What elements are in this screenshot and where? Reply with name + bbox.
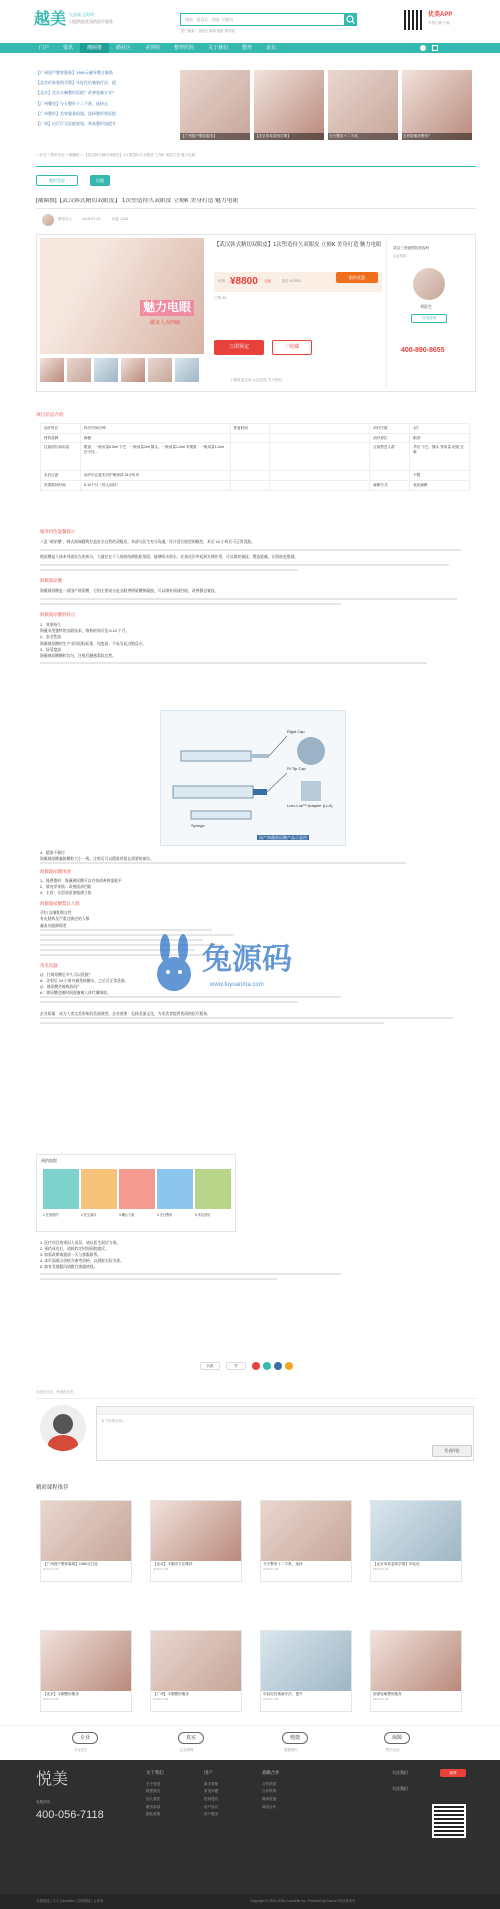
commenter-avatar[interactable]: [40, 1405, 86, 1451]
table-cell: 孕妇 下巴、额头 等用量 疤痕 过敏: [410, 443, 470, 471]
doctor-name: 刘医生: [420, 304, 432, 309]
footer-link[interactable]: 投诉建议: [204, 1797, 219, 1802]
search-icon: [344, 13, 357, 26]
thumbnail[interactable]: [121, 358, 145, 382]
faq-line: Q：玻尿酸会被吸收吗？: [40, 984, 81, 989]
list-item: 海薇玻尿酸颗粒均匀，注射后触感柔软自然。: [40, 653, 116, 658]
faq-line: A：玻尿酸会随时间逐渐被人体代谢吸收。: [40, 990, 111, 995]
hospital-name[interactable]: 武汉三甲级医院美容科: [393, 246, 429, 250]
message-icon[interactable]: [432, 45, 438, 51]
recommend-card[interactable]: [370, 1500, 462, 1582]
table-cell: 治疗部位: [370, 434, 410, 444]
search-input[interactable]: 搜索 · 提高后...搜索 关键词: [180, 13, 347, 26]
card-caption: 今天整形十二不准，选择: [263, 1562, 303, 1566]
notes: [40, 1240, 470, 1283]
card-caption: 面部轮廓整形服务: [373, 1692, 402, 1696]
like-button[interactable]: 赞: [226, 1362, 246, 1370]
thumbnail[interactable]: [67, 358, 91, 382]
news-card-image[interactable]: [180, 70, 250, 140]
hotline-label: 客服热线: [36, 1800, 51, 1804]
app-subtitle: 手机扫码下载: [428, 21, 450, 25]
news-card-caption: 【北京形象鉴别学策】: [254, 133, 324, 140]
table-cell: [370, 471, 410, 481]
text-line: [40, 662, 427, 664]
text-line: [40, 1001, 298, 1003]
sold-count: 已售 39: [214, 296, 227, 300]
footer-link[interactable]: 关于悦美: [146, 1781, 161, 1786]
card-image: [371, 1501, 461, 1561]
figure-label: Syringe: [191, 823, 205, 828]
table-cell: [231, 434, 271, 444]
card-date: 2016-07-29: [153, 1696, 169, 1701]
recommend-card[interactable]: [150, 1500, 242, 1582]
news-item[interactable]: 【广州】出行行全医院规划，带高整形加提升: [36, 120, 116, 126]
footer-link[interactable]: 新手帮助: [204, 1781, 219, 1786]
table-cell: [231, 481, 271, 491]
list-item: 2、填充苹果肌：改善面部凹陷: [40, 885, 92, 890]
flow-step-label: 2 医生面诊: [81, 1213, 97, 1217]
card-image: [41, 1631, 131, 1691]
slogan-2: 只提供最优质的医疗服务: [69, 19, 113, 24]
paragraph: 玻尿酸是人体本身就存在的成分，大量存在于人体的结缔组织里面，能够吸水锁水，在真皮层中起到支撑作用，可以填充皱纹、塑造轮廓，让肌肤更饱满。: [40, 555, 299, 560]
card-image: [41, 1501, 131, 1561]
thumbnail[interactable]: [94, 358, 118, 382]
footer-col-title: 关于我们: [146, 1770, 164, 1775]
flow-step-image: [157, 1169, 193, 1209]
table-cell: 每次约30分钟: [81, 424, 231, 434]
favorite-button[interactable]: [272, 340, 312, 355]
original-price: 原价 ¥12800: [282, 279, 302, 283]
table-cell: [270, 434, 370, 444]
submit-comment-button[interactable]: 发表评论: [432, 1445, 472, 1457]
list-item: 1、隆鼻塑形：海薇玻尿酸可以有效改善鼻梁低平: [40, 879, 122, 884]
flow-title: 预约流程: [41, 1158, 57, 1163]
ask-doctor-button[interactable]: 在线咨询: [411, 314, 447, 323]
nav-item-plastic[interactable]: 整形: [242, 45, 253, 51]
nav-item-about[interactable]: 关于我们: [208, 45, 229, 51]
card-image: [261, 1501, 351, 1561]
booking-flow: [36, 1154, 236, 1232]
note-line: 2. 预约成功后，请按约定时间到院就诊。: [40, 1247, 109, 1252]
nav-item-news[interactable]: 资讯: [63, 45, 74, 51]
table-cell: 表皮麻醉: [410, 481, 470, 491]
news-item[interactable]: 【北京形象鉴别学策】年轻化抗皱新疗法，提: [36, 80, 116, 86]
logo[interactable]: 越美: [34, 11, 67, 28]
news-item[interactable]: 【广州整形】美容服务机器，选择整形要医院: [36, 110, 116, 116]
note-line: 1. 医疗项目效果因人而异，请以医生面诊为准。: [40, 1241, 121, 1245]
qr-code-icon: [404, 10, 424, 30]
comment-toolbar: [97, 1407, 473, 1415]
nav-item-forum[interactable]: 论坛: [266, 45, 277, 51]
text-line: [40, 603, 341, 605]
badge-sub: 专业医生: [74, 1748, 88, 1752]
footer-col-partner: [262, 1770, 312, 1812]
flow-step-label: 4 支付费用: [157, 1213, 173, 1217]
tab-question[interactable]: 问题: [90, 175, 110, 186]
paragraph: 八直 "玻尿酸"，韩式高端精致打造安全自然的双眼皮。术前与医生充分沟通，设计适合脸型的眼型，术后 24 小时后可正常洗脸。: [40, 540, 256, 545]
divider: [0, 1725, 500, 1726]
comment-box[interactable]: [96, 1406, 474, 1461]
table-cell: [270, 481, 370, 491]
table-row: [41, 443, 470, 471]
card-image: [371, 1631, 461, 1691]
article-date: 2016-07-29: [82, 217, 101, 221]
table-cell: [270, 443, 370, 471]
qq-share-icon[interactable]: [274, 1362, 282, 1370]
section-title: 常见问题: [40, 962, 58, 968]
footer-bottom-links[interactable]: 友情链接 | 关于 | ArchiveI | 友情链接 | 合作商: [36, 1899, 104, 1903]
favorite-button-small[interactable]: 收藏: [200, 1362, 220, 1370]
card-caption: 【北京】丰胸多方法维持: [153, 1562, 193, 1566]
list-item: 海薇玻尿酸凝胶颗粒大小一致，注射后可以精准停留在需要的部位。: [40, 857, 154, 862]
text-line: [40, 1278, 277, 1280]
card-date: 2016-07-29: [263, 1566, 279, 1571]
news-list: [36, 70, 176, 131]
price-value: ¥8800: [230, 276, 258, 287]
hospital-panel: [386, 238, 472, 388]
list-item: 2、安全性高: [40, 635, 62, 640]
footer-link[interactable]: 常见问题: [204, 1789, 219, 1794]
footer: [0, 1760, 500, 1894]
footer-link[interactable]: 加入我们: [146, 1797, 161, 1802]
recommend-card[interactable]: [40, 1500, 132, 1582]
badge-authentic: 真实: [178, 1732, 204, 1744]
section-title: 海薇玻尿酸用途: [40, 869, 71, 875]
table-row: [41, 481, 470, 491]
list-item: 3、舒适度高: [40, 647, 62, 652]
avatar-body: [48, 1435, 78, 1451]
footer-col-title: 用户: [204, 1770, 213, 1775]
table-cell: [231, 443, 271, 471]
badge-sub: 正品保障: [180, 1748, 194, 1752]
flow-step-label: 5 术后回访: [195, 1213, 211, 1217]
card-date: 2016-07-29: [43, 1566, 59, 1571]
divider: [36, 208, 476, 209]
recommend-card[interactable]: [260, 1630, 352, 1712]
tab-plastic[interactable]: 整形美容: [36, 175, 78, 186]
recommend-card[interactable]: [260, 1500, 352, 1582]
article-body: [40, 528, 470, 667]
flow-step-image: [81, 1169, 117, 1209]
table-cell: 眼部: [410, 434, 470, 444]
card-caption: 【广州】丰胸整形服务: [153, 1692, 189, 1696]
card-image: [261, 1631, 351, 1691]
badge-sub: 便捷预约: [284, 1748, 298, 1752]
price-label: 价格: [218, 279, 226, 283]
figure-label: Rigid Cap: [287, 729, 305, 734]
app-title[interactable]: 优美APP: [428, 12, 453, 18]
list-item: 有皮肤病及严重过敏史的人群: [40, 917, 90, 922]
search-button[interactable]: [344, 13, 357, 26]
hospital-sub: 认证机构: [393, 254, 407, 258]
recommend-card[interactable]: [150, 1630, 242, 1712]
badge-convenient: 便捷: [282, 1732, 308, 1744]
table-cell: 麻醉方式: [370, 481, 410, 491]
slogan-1: 大品质 正时尚: [69, 12, 95, 17]
article-title: [潮圈推]【武汉韩式精切双眼皮】 1次塑造持久双眼皮 立刻K 美身打造 魅力电眼: [36, 198, 239, 204]
footer-link[interactable]: 用户协议: [204, 1804, 219, 1809]
weibo-follow-button[interactable]: 微博: [440, 1769, 466, 1777]
list-item: 孕妇 及哺乳期女性: [40, 911, 72, 916]
card-date: 2016-07-29: [153, 1566, 169, 1571]
flow-step-image: [195, 1169, 231, 1209]
text-line: [40, 1017, 453, 1019]
hero-text-main: 魅力电眼: [140, 300, 194, 316]
nav-item-salon[interactable]: 美容院: [145, 45, 161, 51]
card-date: 2016-07-29: [373, 1566, 389, 1571]
discount-badge: 限时优惠: [336, 272, 378, 283]
table-cell: 5-12个月（因人而异）: [81, 481, 231, 491]
thumbnail[interactable]: [40, 358, 64, 382]
footer-link[interactable]: 服务条款: [146, 1804, 161, 1809]
faq-line: Q：打玻尿酸后多久可以洗脸？: [40, 972, 93, 977]
heart-icon: ♡: [284, 344, 290, 351]
doctor-avatar[interactable]: [413, 268, 445, 300]
table-cell: 治疗时长: [41, 424, 81, 434]
footer-link[interactable]: 媒体报道: [262, 1797, 277, 1802]
note-line: 5. 如有其他疑问请拨打客服热线。: [40, 1265, 98, 1270]
hotline-number: 400-890-8655: [401, 347, 445, 354]
table-cell: 注射部位和用量: [41, 443, 81, 471]
favorite-label: 收藏: [289, 344, 300, 351]
watermark-text: 兔源码: [202, 943, 292, 976]
article-views: 浏览 1234: [112, 217, 129, 221]
rabbit-logo-icon: [150, 934, 200, 994]
table-row: [41, 434, 470, 444]
nav-item-community[interactable]: 婚社区: [116, 45, 132, 51]
news-card-image[interactable]: [254, 70, 324, 140]
nav-item-trend[interactable]: 潮圈推: [80, 43, 109, 53]
product-hero-image[interactable]: [40, 238, 204, 354]
table-cell: [270, 471, 370, 481]
main-nav: [0, 43, 500, 53]
card-date: 2016-07-29: [263, 1696, 279, 1701]
list-item: 海薇玻尿酸的生产采用国际标准，纯度高，不易引起过敏反应。: [40, 641, 147, 646]
figure-caption: 国产海薇玻尿酸产品示意图: [259, 835, 307, 840]
news-card-caption: 去医院哪里整形？: [402, 133, 472, 140]
paragraph: 企业质量：成为人类完美形象的美丽使者。企业使命：弘扬美丽文化，为求美者提供优质的医疗服务。: [40, 1011, 211, 1016]
card-image: [151, 1631, 241, 1691]
table-cell: [231, 471, 271, 481]
table-cell: 治疗后注意术后护理事项 24小时内: [81, 471, 231, 481]
note-line: 3. 如需改期请提前一天与客服联系。: [40, 1253, 102, 1258]
table-cell: 术后注意: [41, 471, 81, 481]
text-line: [40, 1022, 384, 1024]
divider: [36, 166, 476, 167]
badge-sub: 售后无忧: [386, 1748, 400, 1752]
card-date: 2016-07-29: [373, 1696, 389, 1701]
list-item: 海薇采用独特的交联技术，维持时间可达 6-12 个月。: [40, 629, 130, 634]
copyright: Copyright © 2013-2016 Cosmetic Inc. Powered by Discuz! 网站备案号: [250, 1899, 356, 1903]
footer-link[interactable]: 隐私政策: [146, 1812, 161, 1817]
avatar-head: [53, 1414, 73, 1434]
card-caption: 【北京】丰胸整形服务: [43, 1692, 79, 1696]
figure-label: Luer-Lok™ Adapter (LLA): [287, 803, 333, 808]
syringe-figure: [160, 710, 346, 846]
weibo-share-icon[interactable]: [252, 1362, 260, 1370]
watermark-url: www.tuyuanma.com: [210, 982, 264, 988]
paragraph: 海薇玻尿酸是一款国产玻尿酸，它的主要成分是交联透明质酸钠凝胶，可以填补面部凹陷，改善静态皱纹。: [40, 589, 219, 594]
comment-hint: 还没有评论，快来抢沙发: [36, 1390, 74, 1394]
author-name[interactable]: 整形美人: [58, 217, 73, 221]
service-guarantee: 不满意退全部 认证医院 先行赔付: [230, 378, 283, 382]
table-cell: 效果维持时间: [41, 481, 81, 491]
search-tags: 热门搜索：双眼皮 隆鼻 瘦脸 玻尿酸: [181, 29, 235, 33]
product-title: 【武汉韩式精切双眼皮】1次塑造持久双眼皮 立刻K 美身打造 魅力电眼: [214, 242, 382, 248]
table-cell: 治疗次数: [370, 424, 410, 434]
price-unit: 元起: [264, 279, 272, 283]
watermark: [150, 930, 350, 1000]
follow-label-2: 关注我们: [392, 1786, 408, 1791]
comment-input[interactable]: 写下你的评论...: [101, 1419, 126, 1423]
table-cell: 恢复时间: [231, 424, 271, 434]
divider: [36, 1398, 476, 1399]
qzone-share-icon[interactable]: [285, 1362, 293, 1370]
faq-line: A：注射后 24 小时内避免接触水，之后可正常洗脸。: [40, 978, 129, 983]
footer-link[interactable]: 商务合作: [262, 1804, 277, 1809]
section-title: 海薇玻尿酸: [40, 578, 62, 584]
user-avatar-icon[interactable]: [420, 45, 426, 51]
breadcrumb[interactable]: > 首页 > 整形美容 > 潮圈推 > 【武汉韩式精切双眼皮】1次塑造持久双眼皮 立刻K 美肤打造 魅力电眼: [36, 153, 196, 157]
table-cell: 眼部，一般用量0.5ml 下巴：一般用量2ml 额头，一般用量1-2ml 苹果肌：一般用量1-2ml 法令纹...: [81, 443, 231, 471]
footer-col-user: [204, 1770, 254, 1820]
info-table: [40, 423, 470, 491]
table-cell: 不限: [410, 471, 470, 481]
table-cell: 海薇: [81, 434, 231, 444]
news-item[interactable]: 【广州哪里】今天整形十二不准，选择去: [36, 100, 108, 106]
text-line: [40, 862, 406, 864]
text-line: [40, 598, 457, 600]
table-cell: 材料品牌: [41, 434, 81, 444]
author-avatar[interactable]: [42, 214, 54, 226]
wechat-share-icon[interactable]: [263, 1362, 271, 1370]
follow-label: 关注我们: [392, 1770, 408, 1775]
list-item: 4、精准不移位: [40, 851, 65, 855]
flow-step-image: [119, 1169, 155, 1209]
section-title: 海薇玻尿酸禁忌人群：: [40, 901, 84, 907]
text-line: [40, 549, 461, 551]
card-caption: 年轻化抗皱新疗法，提升: [263, 1692, 303, 1696]
flow-step-image: [43, 1169, 79, 1209]
footer-bottom: [0, 1894, 500, 1909]
text-line: [40, 1273, 341, 1275]
thumbnail[interactable]: [148, 358, 172, 382]
table-cell: 1次: [410, 424, 470, 434]
recommend-title: 精彩课程推荐: [36, 1485, 69, 1491]
footer-link[interactable]: 联系我们: [146, 1789, 161, 1794]
news-card-caption: 今天整容十二不准，: [328, 133, 398, 140]
news-card-image[interactable]: [402, 70, 472, 140]
flow-step-label: 1 在线预约: [43, 1213, 59, 1217]
badge-professional: 专业: [72, 1732, 98, 1744]
text-line: [40, 564, 449, 566]
text-line: [40, 569, 298, 571]
card-caption: 【广州国产整体隆鼻】1980元打造: [43, 1562, 98, 1566]
footer-hotline: 400-056-7118: [36, 1809, 104, 1821]
table-cell: [270, 424, 370, 434]
reserve-button[interactable]: 立即预定: [214, 340, 264, 355]
table-cell: 注射禁忌人群: [370, 443, 410, 471]
note-line: 4. 本页面展示价格为参考价格，以到院实际为准。: [40, 1259, 124, 1264]
footer-logo: 悦美: [36, 1771, 69, 1788]
list-item: 3、丰唇：让唇部更加饱满立体: [40, 891, 92, 896]
card-date: 2016-07-29: [43, 1696, 59, 1701]
footer-link[interactable]: 合作机构: [262, 1789, 277, 1794]
news-card-image[interactable]: [328, 70, 398, 140]
info-table-heading: 项目信息介绍: [36, 412, 64, 417]
card-image: [151, 1501, 241, 1561]
table-row: [41, 471, 470, 481]
footer-col-title: 战略合作: [262, 1770, 280, 1775]
list-item: 凝血功能障碍者: [40, 923, 67, 928]
recommend-card[interactable]: [40, 1630, 132, 1712]
footer-qr-code-icon: [432, 1804, 466, 1838]
news-item[interactable]: 【广州国产整容服务】1980元磁导整合眼袋: [36, 70, 113, 75]
flow-step-label: 3 确认方案: [119, 1213, 135, 1217]
list-item: 1、效果持久: [40, 623, 62, 628]
header: [0, 0, 500, 42]
section-title: 服务特色温馨提示: [40, 529, 76, 534]
table-row: [41, 424, 470, 434]
recommend-card[interactable]: [370, 1630, 462, 1712]
figure-label: Ri Tip Cap: [287, 766, 306, 771]
news-card-caption: 【广州国产整容服务】: [180, 133, 250, 140]
footer-col-about: [146, 1770, 196, 1820]
news-item[interactable]: 【北京】北京丰胸整形医院？改善轮廓五官？: [36, 90, 116, 96]
syringe-drawing: [161, 711, 347, 847]
nav-item-hospital[interactable]: 整形医院: [174, 45, 195, 51]
badge-guarantee: 保障: [384, 1732, 410, 1744]
section-title: 海薇玻尿酸的特点: [40, 612, 76, 618]
footer-link[interactable]: 用户服务: [204, 1812, 219, 1817]
hero-text-sub: 做美人点四味: [150, 320, 181, 326]
footer-link[interactable]: 合作医院: [262, 1781, 277, 1786]
card-caption: 【北京形象鉴别学策】年轻化: [373, 1562, 420, 1566]
thumbnail[interactable]: [175, 358, 199, 382]
nav-item-home[interactable]: 门户: [39, 45, 50, 51]
